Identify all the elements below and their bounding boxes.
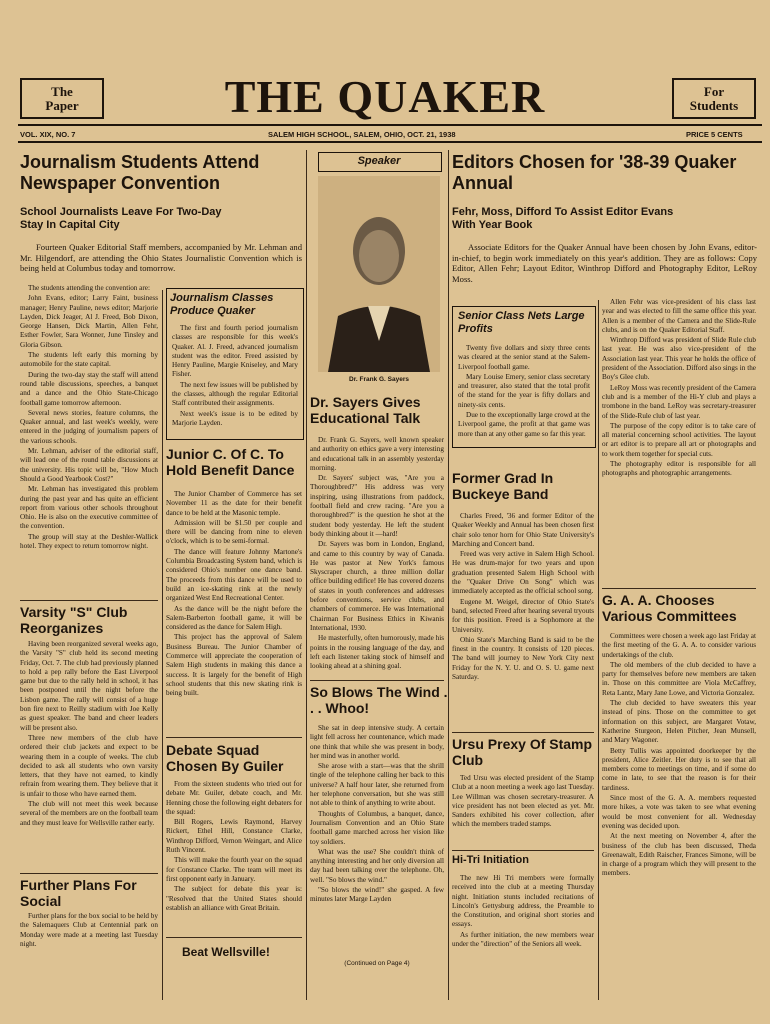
column-divider bbox=[598, 300, 599, 1000]
date-place: SALEM HIGH SCHOOL, SALEM, OHIO, OCT. 21, 1938 bbox=[268, 130, 456, 139]
dateline-rule bbox=[18, 141, 762, 143]
section-rule bbox=[452, 732, 594, 733]
sayers-headline: Dr. Sayers Gives Educational Talk bbox=[310, 394, 421, 426]
senior-class-body: Twenty five dollars and sixty three cents was cleared at the senior stand at the Salem-Liverpool football game. Mary Louise Emery, senior class secretary and treasurer, also stated that the total profit of the stand for the year is fifty dollars and ninety-six cents. Due to the exceptionally large crowd at the Liverpool game, the profit at that game was more than at any other game so far this year. bbox=[458, 344, 590, 438]
editors-subhead: Fehr, Moss, Difford To Assist Editor Evans With Year Book bbox=[452, 206, 674, 231]
journalism-classes-headline: Journalism Classes Produce Quaker bbox=[170, 292, 274, 317]
section-rule bbox=[166, 937, 302, 938]
masthead-rule bbox=[18, 124, 762, 126]
price: PRICE 5 CENTS bbox=[686, 130, 743, 139]
so-blows-body: She sat in deep intensive study. A certain light fell across her countenance, which made one think that while she was present in body, her mind was in another world. She arose with a start—was that the shrill tingle of the telephone calling her back to this universe? A half hour later, she returned from her telephone conversation, but she was still not able to think of anything to write about. Thoughts of Columbus, a banquet, dance, Journalism Convention and an Ohio State football game marched across her vision like toy soldiers. What was the use? She couldn't think of anything interesting and her only diversion all day had been talking over the telephone. Oh, well. "So blows the wind." "So blows the wind!" she gasped. A few minutes later Marge Layden bbox=[310, 724, 444, 904]
gaa-headline: G. A. A. Chooses Various Committees bbox=[602, 592, 737, 624]
journalism-classes-body: The first and fourth period journalism classes are responsible for this week's Quaker. Al. J. Freed, advanced journalism student was the editor. Freed assisted by Henry Pauline, Margie Kniseley, and Mary Fisher. The next few issues will be published by the classes, although the regular Editorial Staff contributed their assignments. Next week's issue is to be edited by Marjorie Layden. bbox=[172, 324, 298, 427]
speaker-photo bbox=[318, 176, 440, 372]
right-ear-line1: For bbox=[703, 84, 725, 99]
continued-note: (Continued on Page 4) bbox=[344, 960, 410, 967]
column-divider bbox=[306, 150, 307, 1000]
speaker-caption: Dr. Frank G. Sayers bbox=[349, 376, 409, 383]
editors-body: Allen Fehr was vice-president of his class last year and was elected to fill the same office this year. Allen is a member of the Camera and the Slide-Rule clubs, and is on the Quaker Editorial Staff. Winthrop Difford was president of Slide Rule club last year. He was also vice-president of the Association last year. This year he holds the office of president of the Association. Difford also sings in the Boy's Glee club. LeRoy Moss was recently president of the Camera club and is a member of the Hi-Y club and plays a trombone in the band. LeRoy was secretary-treasurer of the Slide-Rule club of last year. The purpose of the copy editor is to take care of all material concerning school activities. The layout or art editor is to prepare all art or photographs and to work them together for special cuts. The photography editor is responsible for all photographs and photographic arrangements. bbox=[602, 298, 756, 478]
section-rule bbox=[452, 850, 594, 851]
ursu-body: Ted Ursu was elected president of the Stamp Club at a noon meeting a week ago last Tuesday. Lee Willman was chosen secretary-treasurer. A vice president has not been elected as yet. Mr. Sanders exhibited his cover collection, after which the members traded stamps. bbox=[452, 774, 594, 829]
journalism-body: The students attending the convention are: John Evans, editor; Larry Faint, business manager; Henry Pauline, news editor; Marjorie Layden, Dick Jeager, Al J. Freed, Bob Dixon, George Hansen, Dick Martin, Allen Fehr, Esther Fowler, Sara Wonner, June Tinsley and Gloria Gibson. The students left early this morning by automobile for the state capital. During the two-day stay the staff will attend round table discussions, speeches, a banquet and a dance and the Ohio State-Chicago football game tomorrow afternoon. Several news stories, feature columns, the Quaker annual, and last week's weekly, were entered in the judging of journalism papers of the various schools. Mr. Lehman, adviser of the editorial staff, will lead one of the round table discussions at the university. His topic will be, "How Much Should a Good Yearbook Cost?" Mr. Lehman has investigated this problem during the past year and has quite an efficient report from various other schools throughout Ohio. He is also on the executive committee of the convention. The group will stay at the Deshler-Wallick hotel. They expect to return tomorrow night. bbox=[20, 284, 158, 551]
beat-wellsville: Beat Wellsville! bbox=[182, 945, 270, 959]
ursu-headline: Ursu Prexy Of Stamp Club bbox=[452, 736, 593, 768]
column-divider bbox=[162, 290, 163, 1000]
portrait-image bbox=[318, 176, 440, 372]
left-ear-line1: The bbox=[51, 84, 73, 99]
junior-coc-headline: Junior C. Of C. To Hold Benefit Dance bbox=[166, 446, 295, 478]
section-rule bbox=[310, 680, 444, 681]
sayers-body: Dr. Frank G. Sayers, well known speaker and authority on ethics gave a very interesting and educational talk in an assembly yesterday morning. Dr. Sayers' subject was, "Are you a Thoroughbred?" His address was very inspiring, using illustrations from paddock, football field and crew racing. "Are you a thoroughbred?" is the question he shot at the student body yesterday. He left the student body thinking about it —hard! Dr. Sayers was born in London, England, and came to this country by way of Canada. He was pastor at New York's famous Skyscraper church, a three million dollar office building edifice! He has covered dozens of states in youth conferences and addresses before conventions, service clubs, and chambers of commerce. He was International Chairman For Business Ethics in Kiwanis International, 1930. He masterfully, often humorously, made his points in the rousing language of the day, and left each listener taking stock of himself and looking ahead at a shining goal. bbox=[310, 436, 444, 671]
section-rule bbox=[20, 600, 158, 601]
debate-body: From the sixteen students who tried out for debate Mr. Guiler, debate coach, and Mr. Henning chose the following eight debaters for the squad: Bill Rogers, Lewis Raymond, Harvey Rickert, Ethel Hill, Constance Clarke, Winthrop Difford, Vernon Weingart, and Alice Ruth Vincent. This will make the fourth year on the squad for Constance Clarke. The team will meet its first opponent early in January. The subject for debate this year is: "Resolved that the United States should establish an alliance with Great Britain. bbox=[166, 780, 302, 912]
editors-lead: Associate Editors for the Quaker Annual have been chosen by John Evans, editor-in-chief, to begin work immediately on this year's addition. They are as follows: Copy Editor, Allen Fehr; Layout Editor, Winthrop Difford and Photography Editor, LeRoy Moss. bbox=[452, 242, 757, 284]
editors-headline: Editors Chosen for '38-39 Quaker Annual bbox=[452, 152, 737, 193]
hitri-headline: Hi-Tri Initiation bbox=[452, 854, 529, 866]
volume-number: VOL. XIX, NO. 7 bbox=[20, 130, 76, 139]
left-ear-line2: Paper bbox=[45, 98, 79, 113]
journalism-subhead: School Journalists Leave For Two-Day Stay In Capital City bbox=[20, 206, 222, 231]
former-grad-headline: Former Grad In Buckeye Band bbox=[452, 470, 554, 502]
further-plans-headline: Further Plans For Social bbox=[20, 877, 137, 909]
journalism-headline: Journalism Students Attend Newspaper Convention bbox=[20, 152, 260, 193]
right-ear-box bbox=[672, 78, 756, 119]
section-rule bbox=[166, 737, 302, 738]
gaa-body: Committees were chosen a week ago last Friday at the first meeting of the G. A. A. to consider various undertakings of the club. The old members of the club decided to have a party for themselves before new members are taken in. Those on this committee are Viola McCaffrey, Reta Lantz, Mary Jane Lowe, and Victoria Gonzalez. The club decided to have sweaters this year instead of pins. Those on the committee to get information on this subject, are Margaret Votaw, Katherine Sturgeon, Helen Pitcher, Jean Munsell, and Mary Wagoner. Betty Tullis was appointed doorkeeper by the president, Alice Zeitler. Her duty is to see that all members come to meetings on time, and if some do come in late, to see that the reason is for their tardiness. Since most of the G. A. A. members requested more hikes, a vote was taken to see what evening would be most convenient for all. Wednesday evening was decided upon. At the next meeting on November 4, after the business of the club has been discussed, Theda Greenawalt, Edith Raischer, Frances Simone, will be in charge of a program which they will present to the members. bbox=[602, 632, 756, 878]
speaker-label: Speaker bbox=[357, 155, 401, 167]
further-plans-body: Further plans for the box social to be held by the Salemaquers Club at Centennial park on Monday were made at a meeting last Tuesday night. bbox=[20, 912, 158, 948]
varsity-headline: Varsity "S" Club Reorganizes bbox=[20, 604, 128, 636]
hitri-body: The new Hi Tri members were formally received into the club at a meeting Thursday night. Initiation stunts included recitations of Lincoln's Gettysburg address, the Preamble to the Constitution, and original short stories and essays. As further initiation, the new members wear under the "direction" of the Seniors all week. bbox=[452, 874, 594, 949]
so-blows-headline: So Blows The Wind . . . Whoo! bbox=[310, 684, 448, 716]
column-divider bbox=[448, 150, 449, 1000]
masthead: THE QUAKER bbox=[224, 71, 546, 122]
left-ear-box bbox=[20, 78, 104, 119]
right-ear-line2: Students bbox=[689, 98, 739, 113]
junior-coc-body: The Junior Chamber of Commerce has set November 11 as the date for their benefit dance to be held at the Masonic temple. Admission will be $1.50 per couple and there will be dancing from nine to eleven o'clock, which is to be semi-formal. The dance will feature Johnny Martone's Columbia Broadcasting System band, which is considered Ohio's number one dance band. The proceeds from this dance will be used to build an ice-skating rink at the newly organized West End Recreational Center. As the dance will be the night before the Salem-Barberton football game, it will be considered as the dance for Salem High. This project has the approval of Salem Business Bureau. The Junior Chamber of Commerce will appreciate the cooperation of Salem High students in making this dance a success. It is largely for the benefit of High school students that this new skating rink is being built. bbox=[166, 490, 302, 698]
journalism-lead: Fourteen Quaker Editorial Staff members, accompanied by Mr. Lehman and Mr. Hilgendorf, are attending the Ohio States Journalistic Convention which is being held at Columbus today and tomorrow. bbox=[20, 242, 302, 273]
varsity-body: Having been reorganized several weeks ago, the Varsity "S" club held its second meeting Friday, Oct. 7. The club had previously planned to hold a pep rally before the East Liverpool game but due to the rally held in school, it has been postponed until the night before the Lisbon game. The rally will consist of a huge bon fire next to Reilly stadium with Joe Kelly as guest speaker. The band and cheer leaders will be present also. Three new members of the club have ordered their club jackets and expect to be wearing them in a couple of weeks. The club decided to ask all students who own varsity letters, that they have not earned, to kindly refrain from wearing them. They believe that it is unfair to those who have earned them. The club will not meet this week because several of the members are on the football team and they must leave for Wellsville rather early. bbox=[20, 640, 158, 827]
former-grad-body: Charles Freed, '36 and former Editor of the Quaker Weekly and Annual has been chosen first chair solo tenor horn for Ohio State University's Marching and Concert band. Freed was very active in Salem High School. He was drum-major for two years and upon graduation presented Salem High School with the "Quaker Drive On Song" which was immediately accepted as the official school song. Eugene M. Weigel, director of Ohio State's band, selected Freed after hearing several tryouts for this position. Freed is a Sophomore at the University. Ohio State's Marching Band is said to be the finest in the country. It consists of 120 pieces. The band will journey to New York City next Friday for the N. Y. U. and O. S. U. game next Saturday. bbox=[452, 512, 594, 682]
section-rule bbox=[602, 588, 756, 589]
senior-class-headline: Senior Class Nets Large Profits bbox=[458, 310, 585, 335]
section-rule bbox=[20, 873, 158, 874]
debate-headline: Debate Squad Chosen By Guiler bbox=[166, 742, 284, 774]
